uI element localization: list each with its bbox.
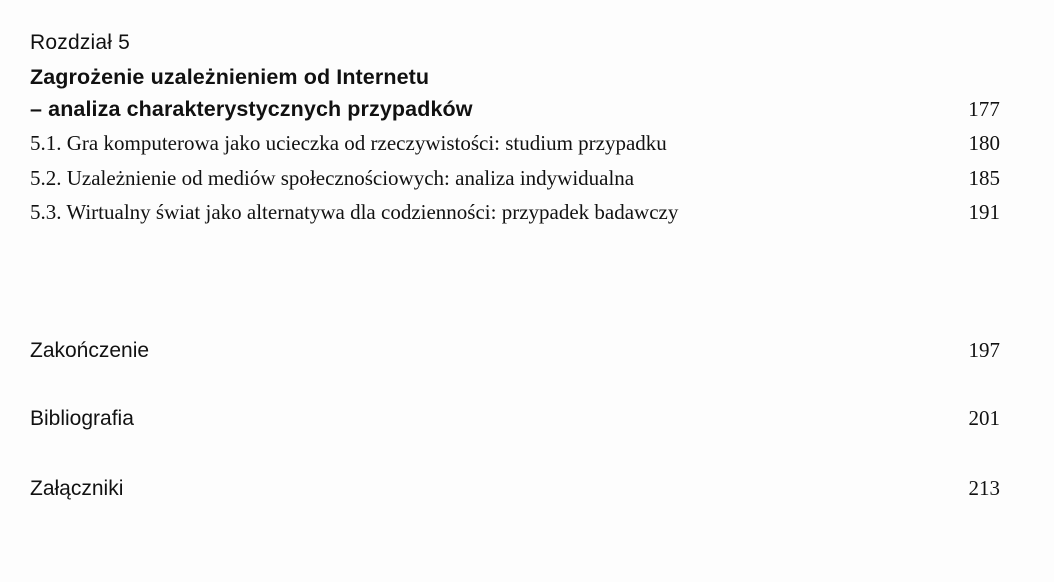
chapter-title-text-2: – analiza charakterystycznych przypadków [30,97,473,121]
toc-entry-label: 5.2. Uzależnienie od mediów społecznościowych: analiza indywidualna [30,165,635,190]
back-matter-page: 197 [968,338,1000,362]
toc-entry-label: 5.3. Wirtualny świat jako alternatywa dla codzienności: przypadek badawczy [30,200,679,224]
toc-entry[interactable] [30,197,1000,229]
back-matter-row [30,473,1000,504]
back-matter-label: Zakończenie [30,339,150,362]
table-of-contents [30,28,1000,229]
back-matter-entry[interactable] [30,335,1000,366]
chapter-title-line-1 [30,62,1000,93]
back-matter-label: Bibliografia [30,407,134,430]
toc-entry-page: 180 [968,131,1000,155]
toc-entry-label: 5.1. Gra komputerowa jako ucieczka od rzeczywistości: studium przypadku [30,131,667,155]
chapter-page-number: 177 [968,97,1000,121]
back-matter-label: Załączniki [30,477,124,500]
back-matter-entry[interactable] [30,473,1000,504]
chapter-title-text-1: Zagrożenie uzależnieniem od Internetu [30,65,430,89]
toc-entry[interactable] [30,163,1000,195]
toc-entry[interactable] [30,128,1000,160]
back-matter-entry[interactable] [30,403,1000,434]
toc-entry-page: 191 [968,200,1000,224]
toc-entry-page: 185 [968,165,1000,190]
back-matter-page: 201 [968,406,1000,430]
back-matter-row [30,403,1000,434]
back-matter-page: 213 [968,476,1000,500]
chapter-label: Rozdział 5 [30,31,131,54]
back-matter-row [30,335,1000,366]
chapter-title-line-2 [30,94,1000,125]
